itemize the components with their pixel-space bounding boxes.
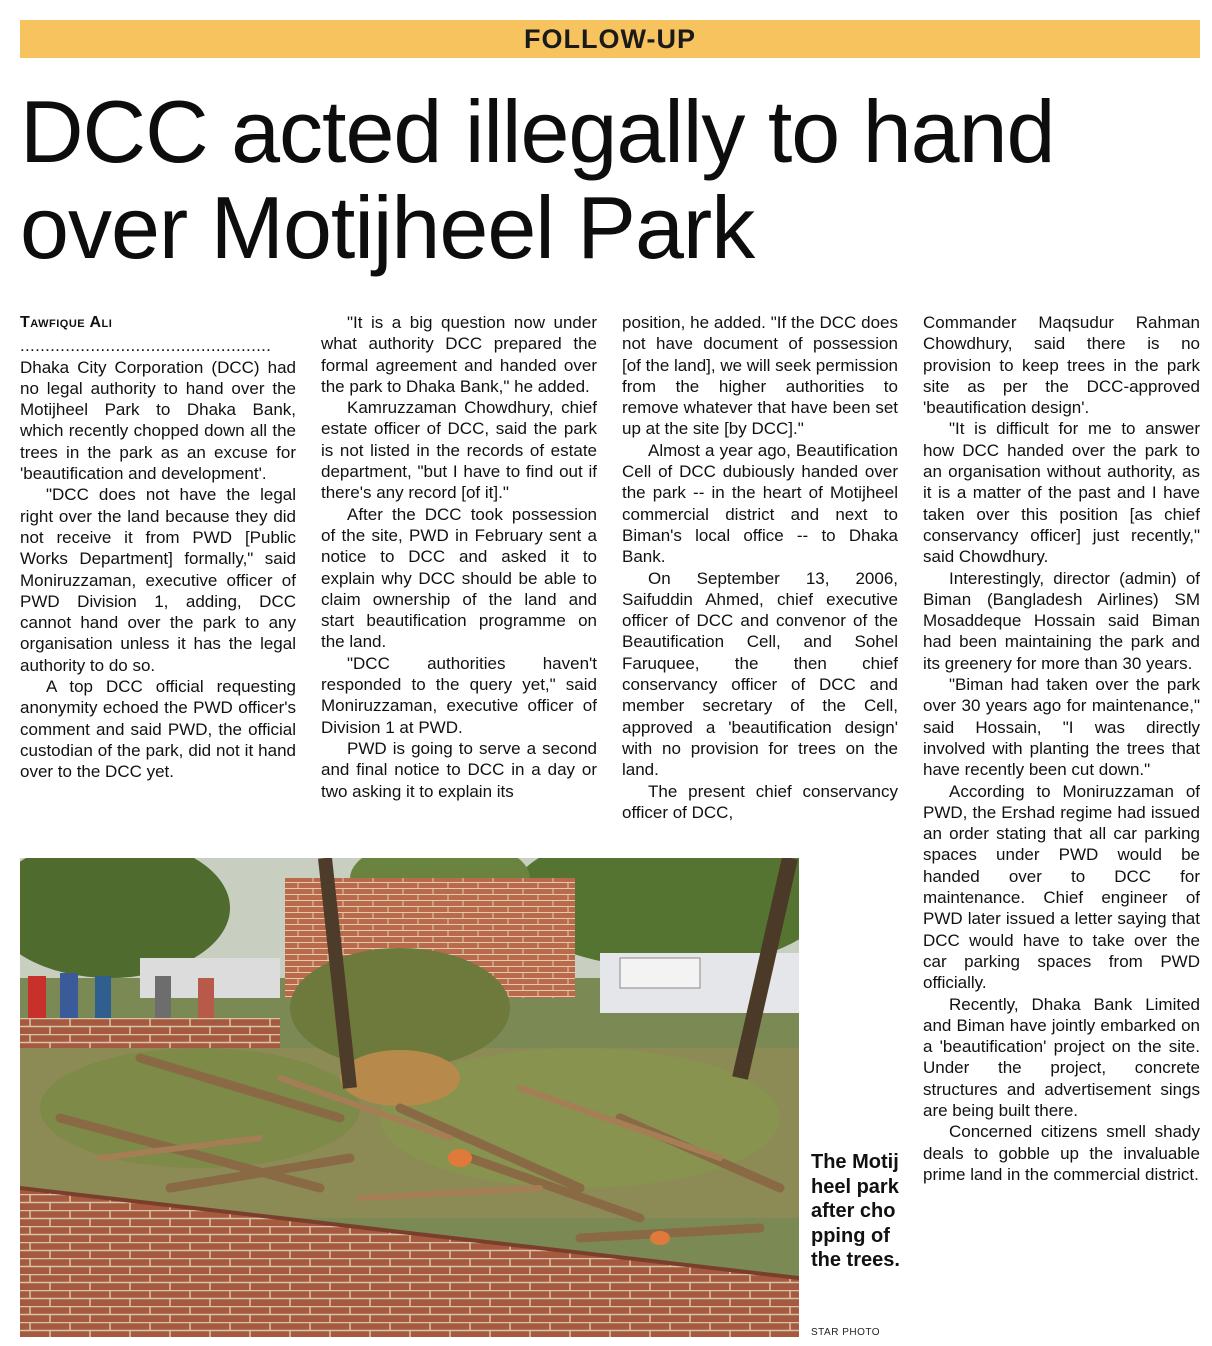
article-paragraph: Interestingly, director (admin) of Biman (Bangladesh Airlines) SM Mosaddeque Hossain said Biman had been maintaining the park and its greenery for more than 30 years. <box>923 568 1200 673</box>
article-paragraph: Commander Maqsudur Rahman Chowdhury, said there is no provision to keep trees in the park site as per the DCC-approved 'beautification design'. <box>923 313 1200 418</box>
park-photo <box>20 858 799 1337</box>
article-column-3 <box>622 312 898 823</box>
article-paragraph: Almost a year ago, Beautification Cell of DCC dubiously handed over the park -- in the heart of Motijheel commercial district and next to Biman's local office -- to Dhaka Bank. <box>622 440 898 567</box>
article-paragraph: PWD is going to serve a second and final notice to DCC in a day or two asking it to explain its <box>321 738 597 801</box>
article-column-1 <box>20 312 296 783</box>
article-column-2 <box>321 312 597 802</box>
article-paragraph: Dhaka City Corporation (DCC) had no legal authority to hand over the Motijheel Park to Dhaka Bank, which recently chopped down all the trees in the park as an excuse for 'beautification and development'. <box>20 357 296 484</box>
byline: Tawfique Ali <box>20 314 113 331</box>
article-paragraph: Concerned citizens smell shady deals to gobble up the invaluable prime land in the commercial district. <box>923 1122 1200 1184</box>
article-paragraph: "DCC authorities haven't responded to the query yet," said Moniruzzaman, executive officer of Division 1 at PWD. <box>321 653 597 737</box>
byline-separator: .................................................. <box>20 336 272 356</box>
article-paragraph: "It is a big question now under what authority DCC prepared the formal agreement and handed over the park to Dhaka Bank," he added. <box>321 313 597 396</box>
article-paragraph: position, he added. "If the DCC does not have document of possession [of the land], we will seek permission from the higher authorities to remove whatever that have been set up at the site [by DCC]." <box>622 313 898 439</box>
photo-credit: STAR PHOTO <box>811 1327 881 1338</box>
article-paragraph: Recently, Dhaka Bank Limited and Biman have jointly embarked on a 'beautification' project on the site. Under the project, concrete structures and advertisement sings are being built there. <box>923 994 1200 1120</box>
article-paragraph: "DCC does not have the legal right over the land because they did not receive it from PWD [Public Works Department] formally," said Moniruzzaman, executive officer of PWD Division 1, adding, DCC cannot hand over the park to any organisation unless it has the legal authority to do so. <box>20 485 296 675</box>
section-label: FOLLOW-UP <box>524 23 696 54</box>
article-paragraph: "Biman had taken over the park over 30 years ago for maintenance," said Hossain, "I was directly involved with planting the trees that have recently been cut down." <box>923 675 1200 780</box>
article-paragraph: Kamruzzaman Chowdhury, chief estate officer of DCC, said the park is not listed in the records of estate department, "but I have to find out if there's any record [of it]." <box>321 398 597 503</box>
headline: DCC acted illegally to hand over Motijheel Park <box>20 82 1055 277</box>
article-paragraph: On September 13, 2006, Saifuddin Ahmed, chief executive officer of DCC and convenor of the Beautification Cell, and Sohel Faruquee, the then chief conservancy officer of DCC and member secretary of the Cell, approved a 'beautification design' with no provision for trees on the land. <box>622 568 898 780</box>
article-paragraph: A top DCC official requesting anonymity echoed the PWD officer's comment and said PWD, the official custodian of the park, did not it hand over to the DCC yet. <box>20 677 296 782</box>
photo-caption: The Motijheel park after chopping of the trees. <box>811 1151 900 1271</box>
article-column-4 <box>923 312 1200 1185</box>
article-paragraph: According to Moniruzzaman of PWD, the Ershad regime had issued an order stating that all car parking spaces under PWD would be handed over to DCC for maintenance. Chief engineer of PWD later issued a letter saying that DCC would have to take over the car parking spaces from PWD officially. <box>923 781 1200 993</box>
article-paragraph: "It is difficult for me to answer how DCC handed over the park to an organisation without authority, as it is a matter of the past and I have taken over this position [as chief conservancy officer] just recently," said Chowdhury. <box>923 419 1200 567</box>
section-banner <box>20 20 1200 58</box>
article-paragraph: The present chief conservancy officer of DCC, <box>622 781 898 822</box>
article-paragraph: After the DCC took possession of the site, PWD in February sent a notice to DCC and asked it to explain why DCC should be able to claim ownership of the land and start beautification programme on the land. <box>321 504 597 652</box>
